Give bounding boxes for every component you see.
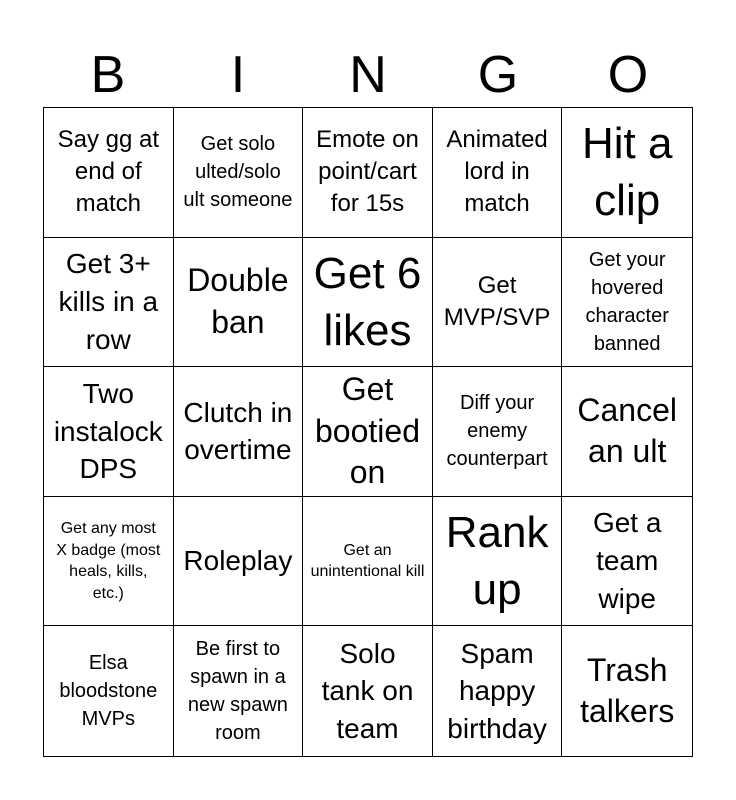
- cell-text: Get a team wipe: [592, 507, 662, 614]
- cell-text: Get solo ulted/solo ult someone: [183, 133, 293, 212]
- cell-text: Clutch in overtime: [183, 396, 293, 466]
- cell-text: Get bootied on: [315, 371, 420, 491]
- bingo-cell[interactable]: [303, 626, 433, 756]
- cell-text: Roleplay: [183, 545, 293, 577]
- cell-text: Hit a clip: [581, 119, 673, 226]
- cell-text: Cancel an ult: [577, 391, 677, 470]
- bingo-cell[interactable]: [44, 108, 174, 238]
- bingo-cell[interactable]: [562, 497, 692, 627]
- cell-text: Get MVP/SVP: [443, 271, 551, 331]
- bingo-cell[interactable]: [433, 497, 563, 627]
- bingo-cell[interactable]: [44, 497, 174, 627]
- bingo-cell[interactable]: [44, 238, 174, 368]
- bingo-header: [43, 42, 693, 108]
- bingo-cell[interactable]: [174, 238, 304, 368]
- header-letter-i: I: [230, 46, 246, 104]
- cell-text: Emote on point/cart for 15s: [316, 125, 419, 218]
- cell-text: Say gg at end of match: [57, 125, 159, 218]
- bingo-cell[interactable]: [174, 367, 304, 497]
- header-letter-b: B: [90, 46, 126, 104]
- bingo-cell[interactable]: [44, 626, 174, 756]
- bingo-cell[interactable]: [174, 626, 304, 756]
- cell-text: Rank up: [445, 507, 549, 615]
- bingo-cell[interactable]: [303, 497, 433, 627]
- cell-text: Spam happy birthday: [447, 637, 547, 745]
- cell-text: Double ban: [187, 262, 289, 340]
- bingo-cell[interactable]: [44, 367, 174, 497]
- cell-text: Get an unintentional kill: [310, 541, 425, 581]
- bingo-cell[interactable]: [303, 108, 433, 238]
- bingo-cell[interactable]: [433, 367, 563, 497]
- cell-text: Solo tank on team: [321, 637, 414, 745]
- cell-text: Get 3+ kills in a row: [58, 248, 159, 355]
- cell-text: Elsa bloodstone MVPs: [59, 652, 158, 731]
- bingo-cell[interactable]: [562, 626, 692, 756]
- header-letter-n: N: [349, 46, 387, 104]
- bingo-cell[interactable]: [562, 238, 692, 368]
- cell-text: Two instalock DPS: [53, 377, 163, 485]
- bingo-cell[interactable]: [562, 108, 692, 238]
- cell-text: Get any most X badge (most heals, kills, etc.): [56, 519, 161, 602]
- bingo-cell[interactable]: [433, 238, 563, 368]
- cell-text: Get your hovered character banned: [585, 248, 669, 355]
- cell-text: Trash talkers: [580, 651, 675, 730]
- bingo-grid: [43, 107, 693, 757]
- bingo-cell[interactable]: [433, 626, 563, 756]
- header-letter-o: O: [607, 46, 649, 104]
- bingo-cell[interactable]: [174, 108, 304, 238]
- header-letter-g: G: [477, 46, 519, 104]
- cell-text: Get 6 likes: [313, 248, 422, 355]
- bingo-cell[interactable]: [433, 108, 563, 238]
- cell-text: Be first to spawn in a new spawn room: [187, 638, 288, 745]
- bingo-cell[interactable]: [303, 367, 433, 497]
- cell-text: Diff your enemy counterpart: [446, 392, 548, 471]
- bingo-cell[interactable]: [174, 497, 304, 627]
- cell-text: Animated lord in match: [446, 125, 548, 218]
- bingo-cell[interactable]: [562, 367, 692, 497]
- bingo-cell[interactable]: [303, 238, 433, 368]
